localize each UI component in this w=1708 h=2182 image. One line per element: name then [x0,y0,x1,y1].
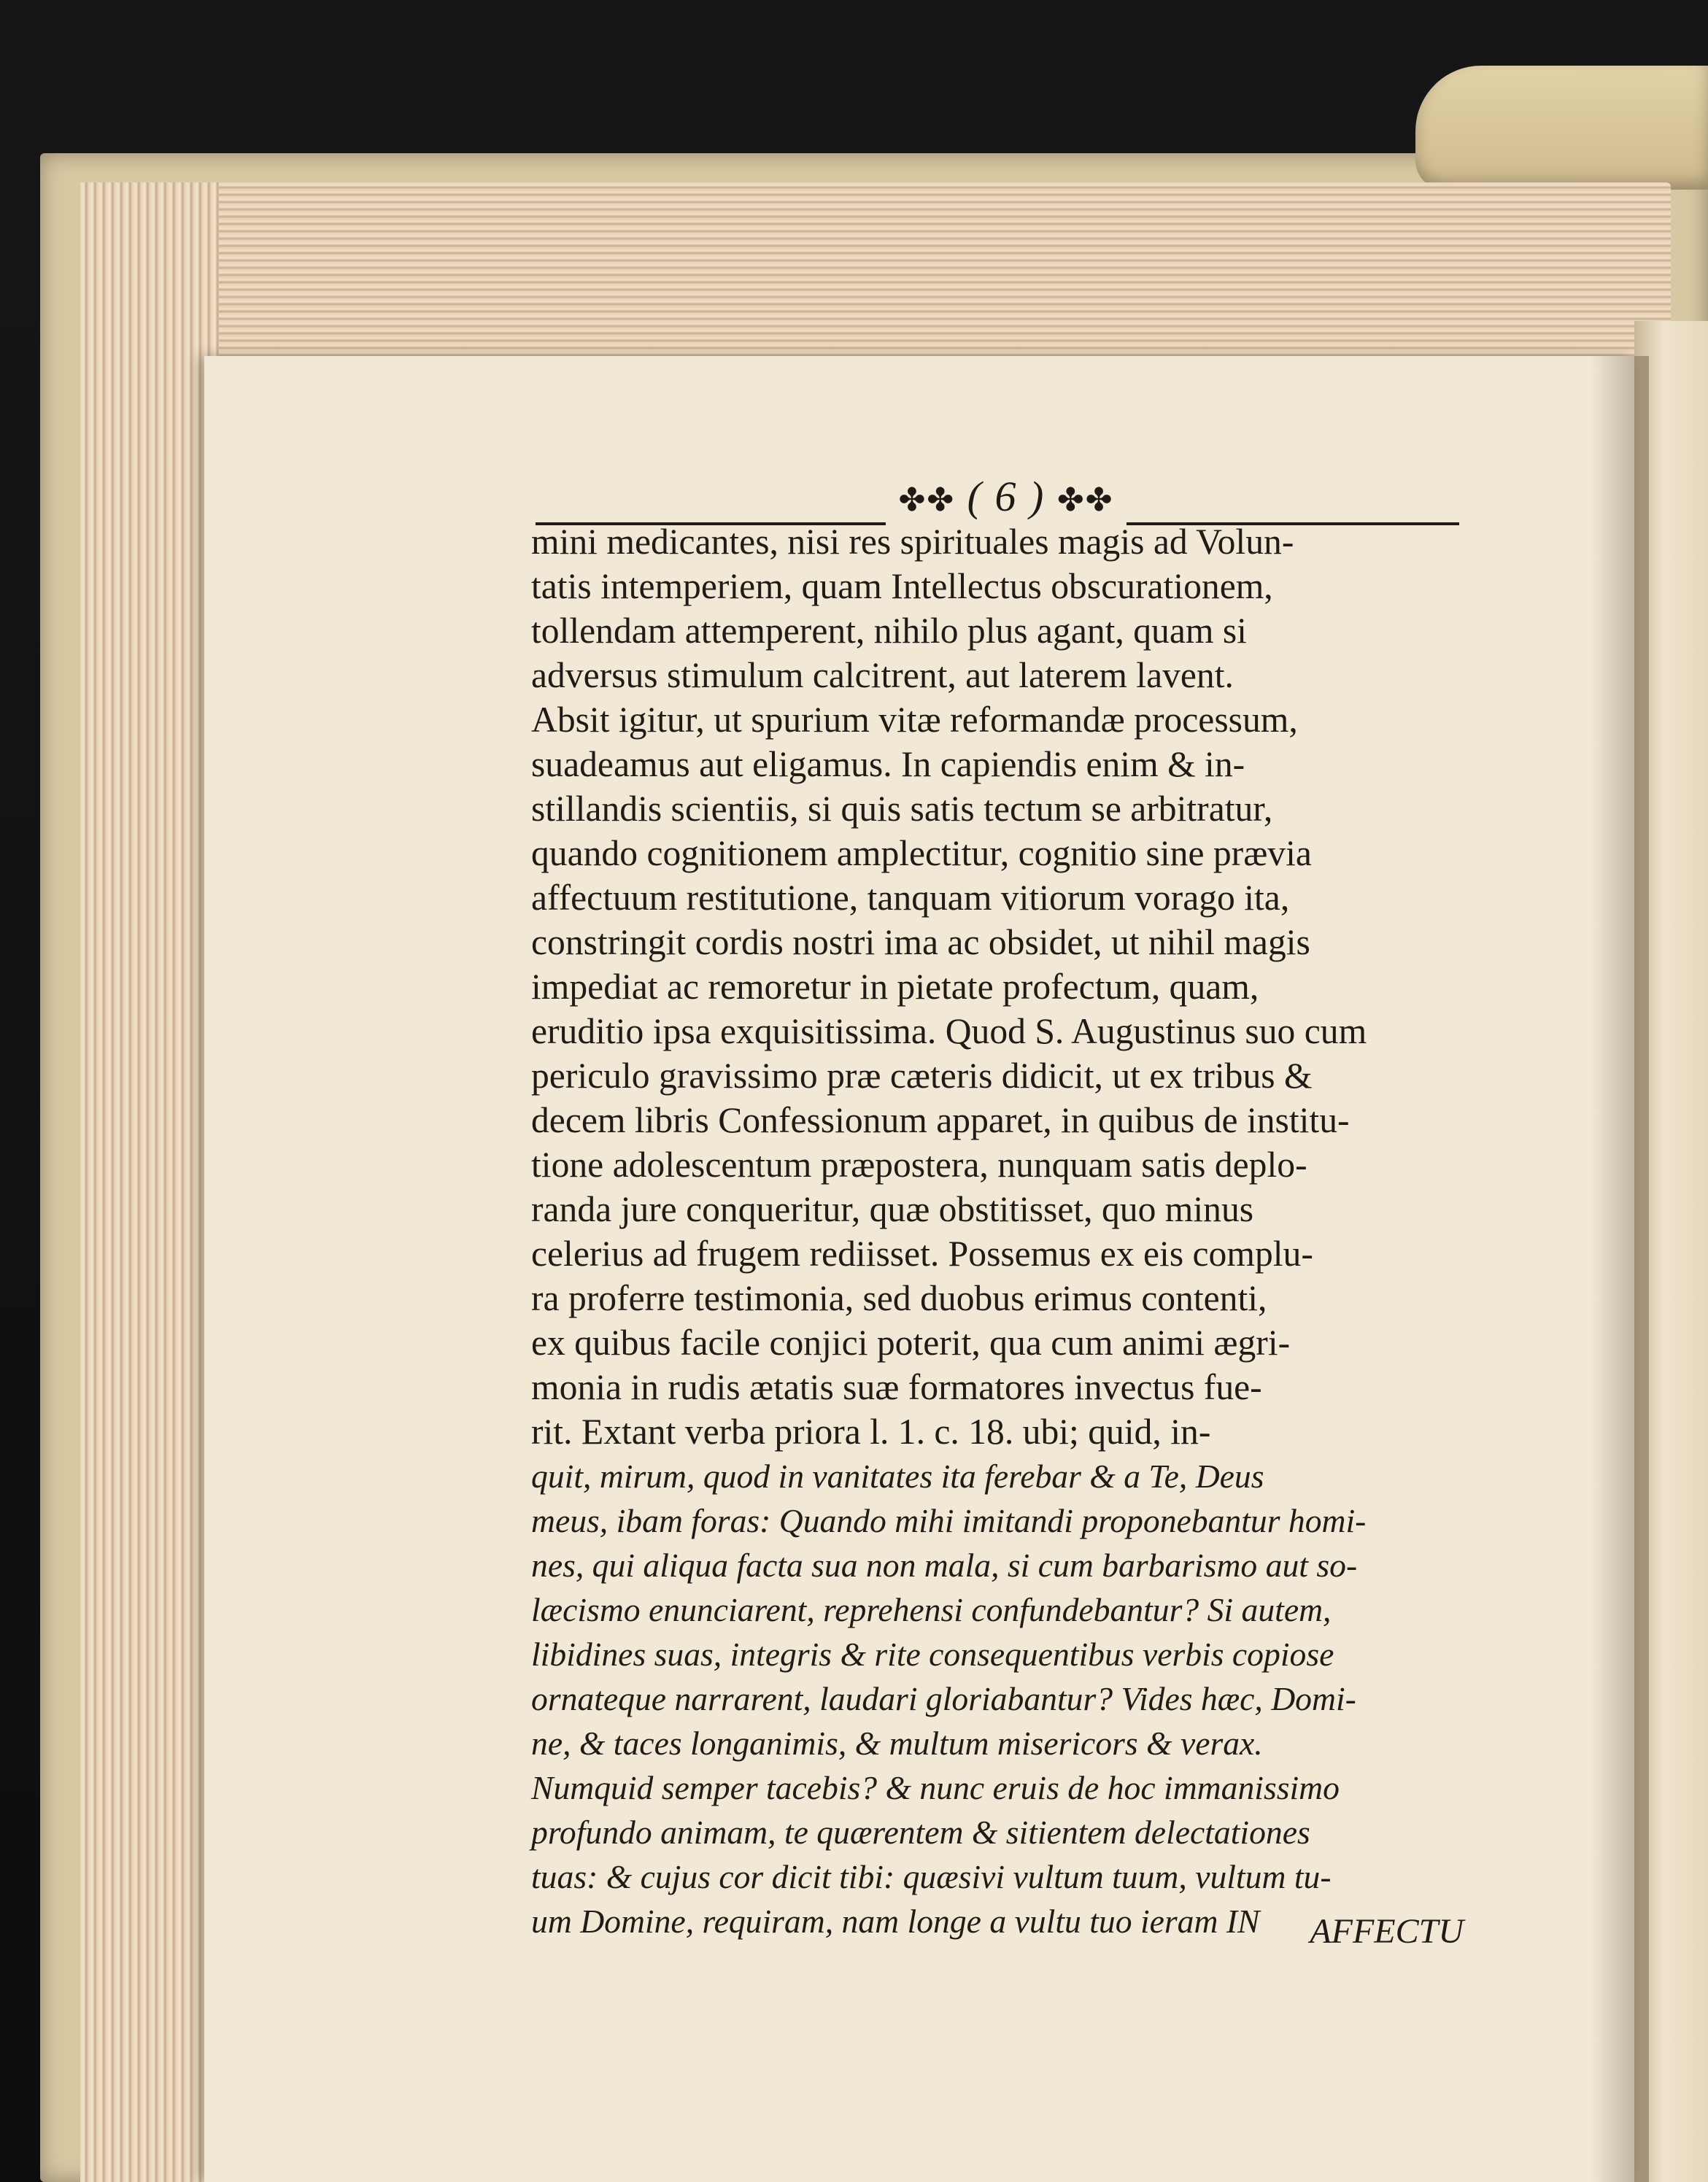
text-line: meus, ibam foras: Quando mihi imitandi proponebantur homi- [531,1502,1367,1539]
page-header [536,471,1459,520]
ornament-left-icon: ✤✤ [898,482,956,518]
text-line: tione adolescentum præpostera, nunquam satis deplo- [531,1144,1307,1185]
text-line: affectuum restitutione, tanquam vitiorum vorago ita, [531,877,1290,918]
catchword: AFFECTU [1310,1912,1464,1951]
text-line: tatis intemperiem, quam Intellectus obscurationem, [531,565,1273,606]
text-line: decem libris Confessionum apparet, in quibus de institu- [531,1099,1350,1140]
text-line: ra proferre testimonia, sed duobus erimus contenti, [531,1277,1267,1318]
text-line: monia in rudis ætatis suæ formatores invectus fue- [531,1366,1262,1407]
text-line: eruditio ipsa exquisitissima. Quod S. Augustinus suo cum [531,1010,1367,1051]
cover-clasp [1415,66,1708,190]
text-line: um Domine, requiram, nam longe a vultu tuo ieram IN [531,1903,1260,1940]
text-line: randa jure conqueritur, quæ obstitisset, quo minus [531,1188,1254,1229]
ornament-right-icon: ✤✤ [1056,482,1114,518]
text-line: nes, qui aliqua facta sua non mala, si cum barbarismo aut so- [531,1547,1358,1584]
text-line: impediat ac remoretur in pietate profectum, quam, [531,966,1259,1007]
text-line: quit, mirum, quod in vanitates ita ferebar & a Te, Deus [531,1458,1264,1495]
text-line: stillandis scientiis, si quis satis tectum se arbitratur, [531,788,1273,829]
text-line: tuas: & cujus cor dicit tibi: quæsivi vultum tuum, vultum tu- [531,1858,1332,1895]
text-line: periculo gravissimo præ cæteris didicit, ut ex tribus & [531,1055,1313,1096]
text-line: profundo animam, te quærentem & sitientem delectationes [531,1814,1310,1851]
text-line: læcismo enunciarent, reprehensi confundebantur? Si autem, [531,1591,1332,1628]
page-number [886,471,1127,526]
text-line: rit. Extant verba priora l. 1. c. 18. ubi; quid, in- [531,1411,1211,1452]
text-line: constringit cordis nostri ima ac obsidet, ut nihil magis [531,921,1310,962]
gutter-shadow [1591,356,1649,2182]
text-line: ornateque narrarent, laudari gloriabantur? Vides hæc, Domi- [531,1680,1356,1717]
page-edges-side [80,182,219,2182]
text-line: tollendam attemperent, nihilo plus agant, quam si [531,610,1247,651]
page-number-text: ( 6 ) [967,473,1046,520]
text-line: libidines suas, integris & rite consequentibus verbis copiose [531,1636,1334,1673]
text-line: Numquid semper tacebis? & nunc eruis de hoc immanissimo [531,1769,1340,1806]
body-text [531,519,1465,1943]
text-line: mini medicantes, nisi res spirituales magis ad Volun- [531,521,1294,562]
text-line: celerius ad frugem rediisset. Possemus ex eis complu- [531,1233,1313,1274]
text-line: ne, & taces longanimis, & multum misericors & verax. [531,1725,1263,1762]
text-line: Absit igitur, ut spurium vitæ reformandæ processum, [531,699,1298,740]
text-line: quando cognitionem amplectitur, cognitio sine prævia [531,832,1312,873]
text-line: suadeamus aut eligamus. In capiendis enim & in- [531,743,1245,784]
text-line: adversus stimulum calcitrent, aut laterem lavent. [531,654,1234,695]
text-line: ex quibus facile conjici poterit, qua cum animi ægri- [531,1322,1291,1363]
